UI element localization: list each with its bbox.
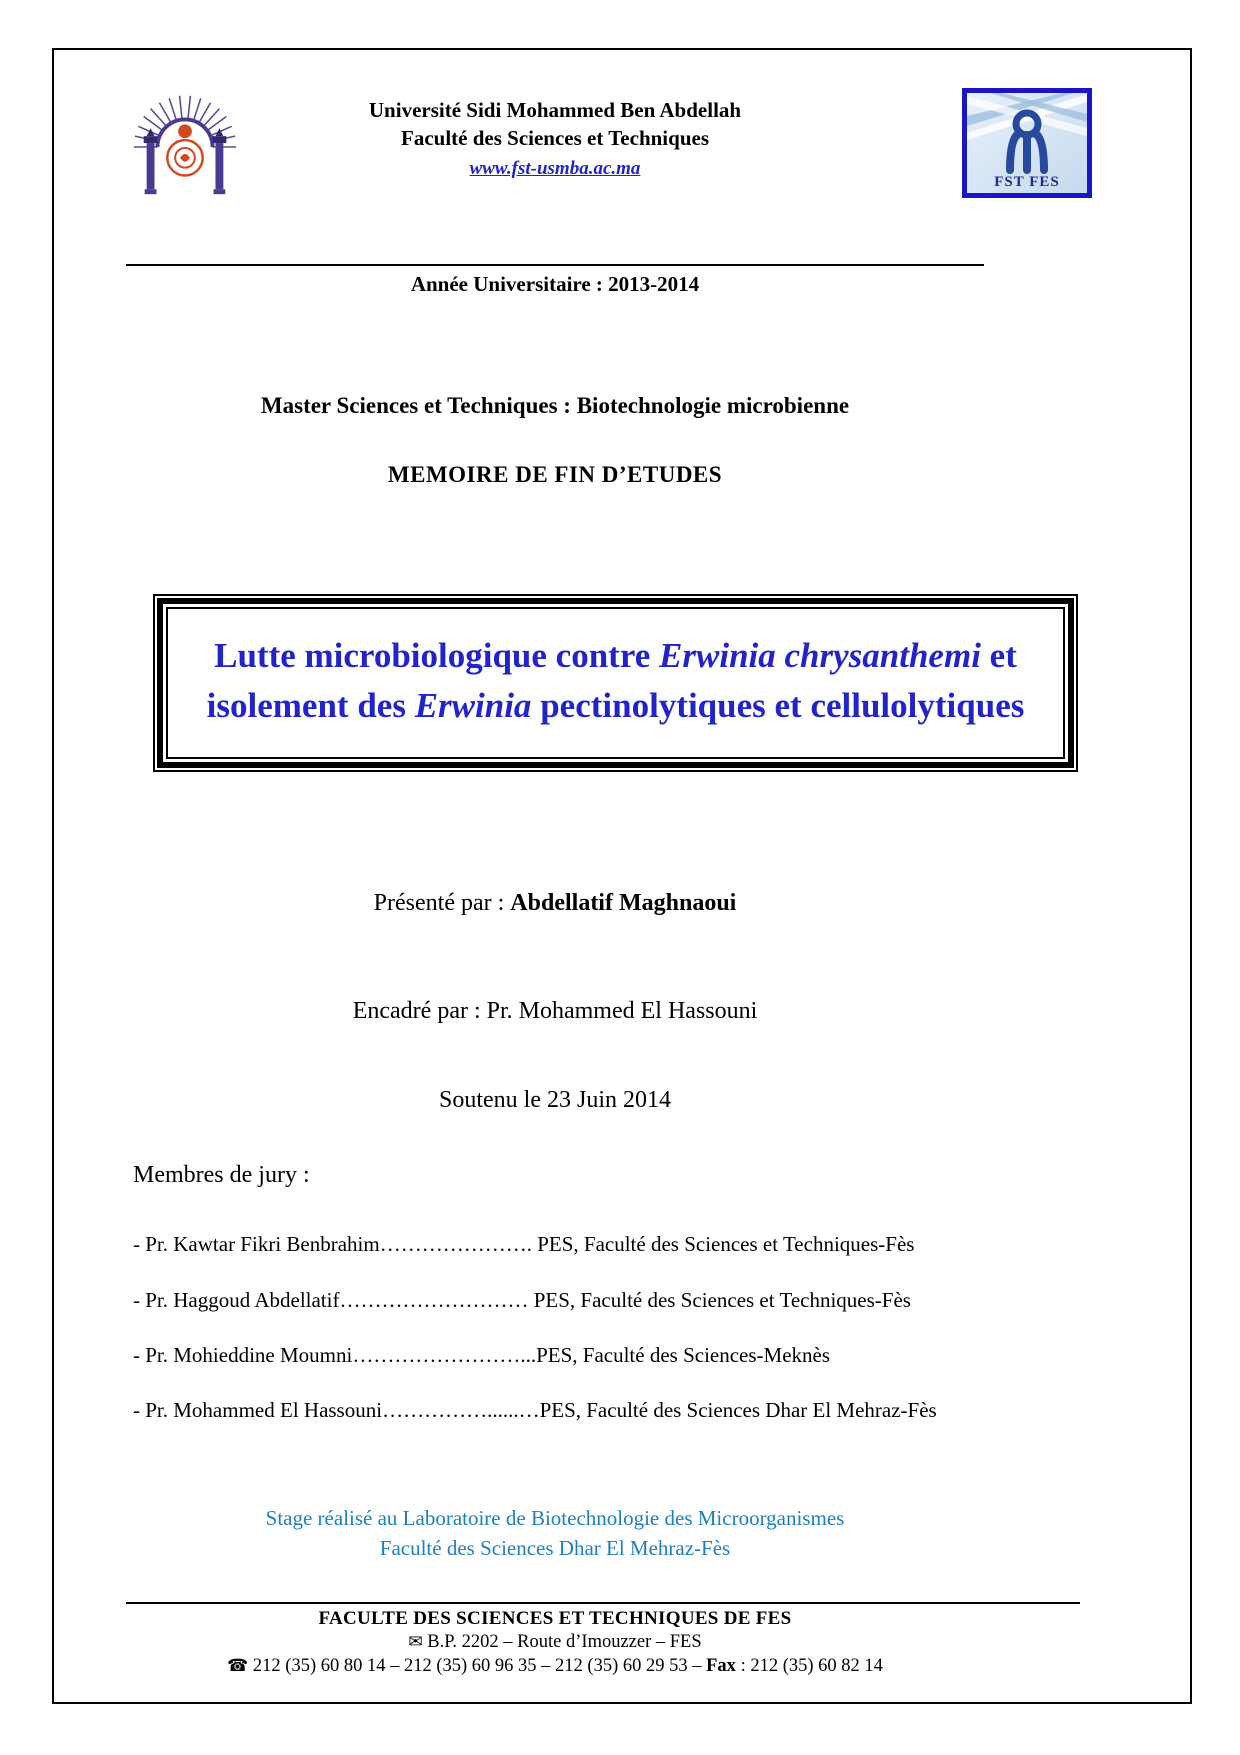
internship-line-1: Stage réalisé au Laboratoire de Biotechnologie des Microorganismes bbox=[265, 1506, 845, 1530]
jury-member-row: - Pr. Haggoud Abdellatif……………………… PES, Faculté des Sciences et Techniques-Fès bbox=[133, 1288, 911, 1312]
phone-icon: ☎ bbox=[227, 1656, 249, 1676]
title-segment: pectinolytiques et cellulolytiques bbox=[531, 686, 1025, 725]
internship-note bbox=[55, 1503, 1055, 1563]
footer-phone-line bbox=[55, 1656, 1055, 1677]
thesis-title bbox=[198, 631, 1033, 731]
supervisor-line: Encadré par : Pr. Mohammed El Hassouni bbox=[352, 998, 758, 1024]
program-name: Master Sciences et Techniques : Biotechnologie microbienne bbox=[260, 393, 850, 418]
fst-fes-logo bbox=[962, 88, 1092, 198]
header-divider-line bbox=[126, 264, 984, 266]
footer-address: B.P. 2202 – Route d’Imouzzer – FES bbox=[427, 1632, 702, 1652]
header-text-block bbox=[55, 96, 1055, 184]
document-type: MEMOIRE DE FIN D’ETUDES bbox=[387, 462, 723, 487]
jury-heading: Membres de jury : bbox=[133, 1162, 310, 1188]
presented-by-label: Présenté par : bbox=[373, 890, 511, 916]
faculty-name: Faculté des Sciences et Techniques bbox=[401, 126, 709, 150]
footer-address-line bbox=[55, 1632, 1055, 1653]
title-segment: et isolement des bbox=[206, 636, 1017, 725]
presented-by-line bbox=[55, 890, 1055, 917]
title-segment-italic: Erwinia chrysanthemi bbox=[659, 636, 981, 675]
footer-fax-value: : 212 (35) 60 82 14 bbox=[735, 1656, 883, 1676]
fst-logo-caption: FST FES bbox=[994, 174, 1060, 190]
jury-member-row: - Pr. Mohammed El Hassouni……………......…PES, Faculté des Sciences Dhar El Mehraz-Fès bbox=[133, 1398, 937, 1422]
mail-icon: ✉ bbox=[408, 1632, 423, 1652]
footer-institution: FACULTE DES SCIENCES ET TECHNIQUES DE FES bbox=[318, 1608, 792, 1629]
footer-fax-label: Fax bbox=[706, 1656, 736, 1676]
emblem-base-right bbox=[214, 189, 226, 194]
title-box-mid-border bbox=[157, 598, 1074, 768]
title-segment: Lutte microbiologique contre bbox=[214, 636, 660, 675]
footer-divider-line bbox=[126, 1602, 1080, 1604]
internship-line-2: Faculté des Sciences Dhar El Mehraz-Fès bbox=[379, 1536, 731, 1560]
academic-year: Année Universitaire : 2013-2014 bbox=[410, 272, 700, 296]
title-segment-italic: Erwinia bbox=[414, 686, 532, 725]
footer-phones: 212 (35) 60 80 14 – 212 (35) 60 96 35 – 212 (35) 60 29 53 – bbox=[252, 1656, 707, 1676]
website-link[interactable]: www.fst-usmba.ac.ma bbox=[469, 158, 641, 179]
author-name: Abdellatif Maghnaoui bbox=[510, 890, 737, 916]
jury-member-row: - Pr. Kawtar Fikri Benbrahim…………………. PES, Faculté des Sciences et Techniques-Fès bbox=[133, 1232, 915, 1256]
emblem-base-left bbox=[145, 189, 157, 194]
title-box-inner-border bbox=[166, 607, 1065, 759]
title-box bbox=[153, 594, 1078, 772]
university-name: Université Sidi Mohammed Ben Abdellah bbox=[368, 98, 742, 122]
jury-member-row: - Pr. Mohieddine Moumni……………………...PES, Faculté des Sciences-Meknès bbox=[133, 1343, 831, 1367]
defense-date-line: Soutenu le 23 Juin 2014 bbox=[439, 1087, 671, 1113]
